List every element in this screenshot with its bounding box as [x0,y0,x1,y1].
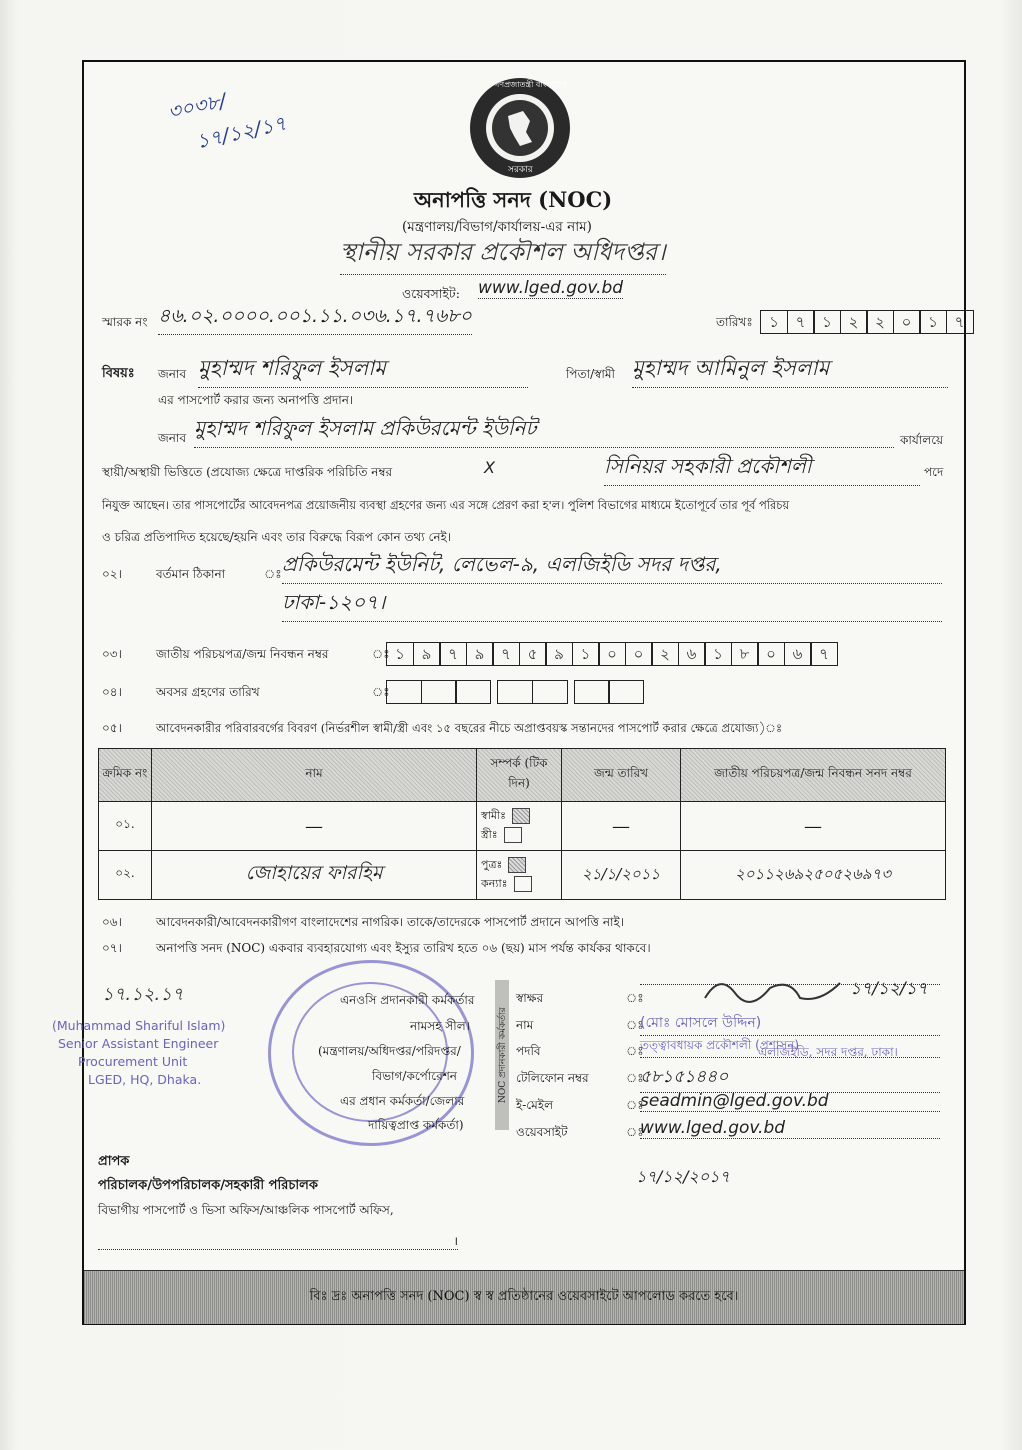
item07-text: অনাপত্তি সনদ (NOC) একবার ব্যবহারযোগ্য এবং ইস্যুর তারিখ হতে ০৬ (ছয়) মাস পর্যন্ত কার্যকর থাকবে। [156,941,651,955]
issuer-field-colon: ঃ [626,991,644,1005]
issuer-line-6: দায়িত্বপ্রাপ্ত কর্মকর্তা) [368,1118,464,1132]
row-name: জোহায়ের ফারহিম [152,851,477,900]
item04-colon: ঃ [372,685,390,699]
official-id-value: X [484,458,495,477]
relation-option: পুত্রঃ [481,858,503,871]
relation-option: স্বামীঃ [481,809,507,822]
body-line2-prefix: স্থায়ী/অস্থায়ী ভিত্তিতে (প্রযোজ্য ক্ষেত্রে দাপ্তরিক পরিচিতি নম্বর [102,465,393,479]
item02-number: ০২। [102,567,122,581]
memo-number: ৪৬.০২.০০০০.০০১.১১.০৩৬.১৭.৭৬৮০ [158,302,472,335]
date-boxes [760,310,972,334]
recipient-line1: পরিচালক/উপপরিচালক/সহকারী পরিচালক [98,1178,318,1193]
office-name: স্থানীয় সরকার প্রকৌশল অধিদপ্তর। [340,234,666,275]
retirement-box [574,680,610,704]
memo-label: স্মারক নং [102,315,148,329]
emblem-top-text: গণপ্রজাতন্ত্রী বাংলাদেশ [494,80,567,89]
item02-label: বর্তমান ঠিকানা [156,567,226,581]
table-row [99,802,946,851]
item04-label: অবসর গ্রহণের তারিখ [156,685,260,699]
row-relation [477,802,562,851]
nid-digit: ১ [386,642,414,666]
body-office-suffix: কার্যালয়ে [900,433,944,447]
body-line4: ও চরিত্র প্রতিপাদিত হয়েছে/হয়নি এবং তার বিরুদ্ধে বিরূপ কোন তথ্য নেই। [102,530,452,544]
address-line2: ঢাকা-১২০৭। [282,588,942,622]
corner-note-line1: ৩০৩৮/ [165,88,229,124]
designation-value: সিনিয়র সহকারী প্রকৌশলী [604,452,920,486]
issuer-field-value: seadmin@lged.gov.bd [640,1091,940,1112]
nid-digit: ৬ [784,642,812,666]
row-relation [477,851,562,900]
issuer-field-label: ওয়েবসাইট [516,1125,568,1139]
nid-digit: ১ [704,642,732,666]
date-digit: ২ [840,310,868,334]
nid-digit: ০ [598,642,626,666]
relation-checkbox[interactable] [508,857,526,873]
document-title: অনাপত্তি সনদ (NOC) [414,187,613,212]
nid-digit: ৭ [810,642,838,666]
emblem-bottom-text: সরকার [508,165,533,175]
issuer-field-label: ই-মেইল [516,1098,554,1112]
item05-label: আবেদনকারীর পরিবারবর্গের বিবরণ (নির্ভরশীল স্বামী/স্ত্রী এবং ১৫ বছরের নীচে অপ্রাপ্তবয়স্ক সন্তানদের পাসপোর্ট করার ক্ষেত্রে প্রযোজ্য)ঃ [156,721,783,735]
issuer-line-1: এনওসি প্রদানকারী কর্মকর্তার [340,993,475,1007]
left-stamp-office: LGED, HQ, Dhaka. [88,1072,202,1087]
bottom-initial-date: ১৭/১২/২০১৭ [636,1167,730,1186]
body-mr-label: জনাব [158,431,187,445]
nid-digit: ০ [757,642,785,666]
row-nid: — [681,802,946,851]
nid-digit-boxes [386,642,837,666]
row-serial: ০২. [99,851,152,900]
nid-digit: ৬ [678,642,706,666]
issuer-field-colon: ঃ [626,1125,644,1139]
col-nid: জাতীয় পরিচয়পত্র/জন্ম নিবন্ধন সনদ নম্বর [681,749,946,802]
item03-colon: ঃ [372,647,390,661]
row-nid: ২০১১২৬৯২৫০৫২৬৯৭৩ [681,851,946,900]
item03-number: ০৩। [102,647,122,661]
col-relation: সম্পর্ক (টিক দিন) [477,749,562,802]
col-dob: জন্ম তারিখ [562,749,681,802]
date-digit: ১ [919,310,947,334]
retirement-box [421,680,457,704]
row-dob: — [562,802,681,851]
body-name-office: মুহাম্মদ শরিফুল ইসলাম প্রকিউরমেন্ট ইউনিট [194,414,894,448]
family-table-header [99,749,946,802]
website-label: ওয়েবসাইট: [402,286,460,301]
retirement-box [608,680,644,704]
issuer-field-colon: ঃ [626,1044,644,1058]
subject-label: বিষয়ঃ [102,366,135,381]
issuer-vertical-label: NOC প্রদানকারী কর্মকর্তার [495,980,509,1130]
recipient-label: প্রাপক [98,1154,130,1169]
issuer-line-2: নামসহ সীল। [410,1019,470,1033]
left-signature-date: ১৭.১২.১৭ [102,984,184,1005]
footer-note: বিঃ দ্রঃ অনাপত্তি সনদ (NOC) স্ব স্ব প্রতিষ্ঠানের ওয়েবসাইটে আপলোড করতে হবে। [309,1289,739,1304]
left-stamp-unit: Procurement Unit [78,1054,188,1069]
corner-note-line2: ১৭/১২/১৭ [193,110,289,154]
date-label: তারিখঃ [716,315,753,329]
nid-digit: ৯ [466,642,494,666]
family-table [98,748,946,900]
item05-number: ০৫। [102,721,122,735]
table-row [99,851,946,900]
date-digit: ২ [866,310,894,334]
issuer-field-label: টেলিফোন নম্বর [516,1071,589,1085]
nid-digit: ২ [651,642,679,666]
retirement-box [497,680,533,704]
relation-checkbox[interactable] [514,876,532,892]
date-digit: ৭ [946,310,974,334]
date-digit: ০ [893,310,921,334]
subject-mr-label: জনাব [158,367,187,381]
body-line2-suffix: পদে [924,465,944,479]
issuer-field-colon: ঃ [626,1018,644,1032]
issuer-office-line: এলজিইডি, সদর দপ্তর, ঢাকা। [758,1045,898,1059]
website-value: www.lged.gov.bd [478,278,624,298]
government-emblem [468,76,572,180]
father-name: মুহাম্মদ আমিনুল ইসলাম [632,352,948,388]
item06-number: ০৬। [102,915,122,929]
issuer-field-value: (মোঃ মোসলে উদ্দিন) [640,1011,940,1036]
issuer-sign-date: ১৭/১২/১৭ [850,979,928,999]
nid-digit: ১ [572,642,600,666]
row-serial: ০১. [99,802,152,851]
issuer-field-label: নাম [516,1018,534,1032]
col-name: নাম [152,749,477,802]
applicant-name: মুহাম্মদ শরিফুল ইসলাম [198,352,528,388]
relation-option: কন্যাঃ [481,877,508,890]
relation-checkbox[interactable] [512,808,530,824]
issuer-line-5: এর প্রধান কর্মকর্তা/জেলার [340,1094,465,1108]
nid-digit: ৭ [439,642,467,666]
issuer-field-label: পদবি [516,1044,541,1058]
address-line1: প্রকিউরমেন্ট ইউনিট, লেভেল-৯, এলজিইডি সদর দপ্তর, [282,550,942,584]
retirement-box [455,680,491,704]
issuer-field-colon: ঃ [626,1071,644,1085]
col-serial: ক্রমিক নং [99,749,152,802]
row-name: — [152,802,477,851]
item04-number: ০৪। [102,685,122,699]
footer-band [84,1270,964,1324]
recipient-line2: বিভাগীয় পাসপোর্ট ও ভিসা অফিস/আঞ্চলিক পাসপোর্ট অফিস, [98,1203,394,1217]
left-stamp-designation: Senior Assistant Engineer [58,1036,219,1051]
relation-option: স্ত্রীঃ [481,828,498,841]
date-digit: ১ [760,310,788,334]
item06-text: আবেদনকারী/আবেদনকারীগণ বাংলাদেশের নাগরিক। তাকে/তাদেরকে পাসপোর্ট প্রদানে আপত্তি নাই। [156,915,625,929]
relation-checkbox[interactable] [504,827,522,843]
row-dob: ২১/১/২০১১ [562,851,681,900]
nid-digit: ০ [625,642,653,666]
nid-digit: ৭ [492,642,520,666]
issuer-field-value: ৫৮১৫১৪৪০ [640,1064,940,1093]
issuer-field-label: স্বাক্ষর [516,991,544,1005]
date-digit: ৭ [787,310,815,334]
item02-colon: ঃ [264,567,282,581]
recipient-line3: । [98,1232,458,1250]
issuer-field-value: www.lged.gov.bd [640,1118,940,1139]
issuer-field-value: তত্ত্বাবধায়ক প্রকৌশলী (প্রশাসন) [640,1037,940,1058]
nid-digit: ৮ [731,642,759,666]
left-stamp-name: (Muhammad Shariful Islam) [52,1018,226,1033]
father-label: পিতা/স্বামী [566,367,615,381]
issuer-line-3: (মন্ত্রণালয়/অধিদপ্তর/পরিদপ্তর/ [318,1044,461,1058]
retirement-date-boxes [386,680,643,704]
issuer-line-4: বিভাগ/কর্পোরেশন [372,1069,457,1083]
retirement-box [386,680,422,704]
nid-digit: ৫ [519,642,547,666]
nid-digit: ৯ [413,642,441,666]
item07-number: ০৭। [102,941,122,955]
body-line3: নিযুক্ত আছেন। তার পাসপোর্টের আবেদনপত্র প্রয়োজনীয় ব্যবস্থা গ্রহণের জন্য এর সঙ্গে প্রেরণ করা হ'ল। পুলিশ বিভাগের মাধ্যমে ইতোপূর্বে তার পূর্ব পরিচয় [102,498,790,512]
issuer-field-colon: ঃ [626,1098,644,1112]
retirement-box [532,680,568,704]
subject-line2: এর পাসপোর্ট করার জন্য অনাপত্তি প্রদান। [158,393,354,407]
date-digit: ১ [813,310,841,334]
document-subtitle: (মন্ত্রণালয়/বিভাগ/কার্যালয়-এর নাম) [402,219,592,235]
item03-label: জাতীয় পরিচয়পত্র/জন্ম নিবন্ধন নম্বর [156,647,329,661]
nid-digit: ৯ [545,642,573,666]
